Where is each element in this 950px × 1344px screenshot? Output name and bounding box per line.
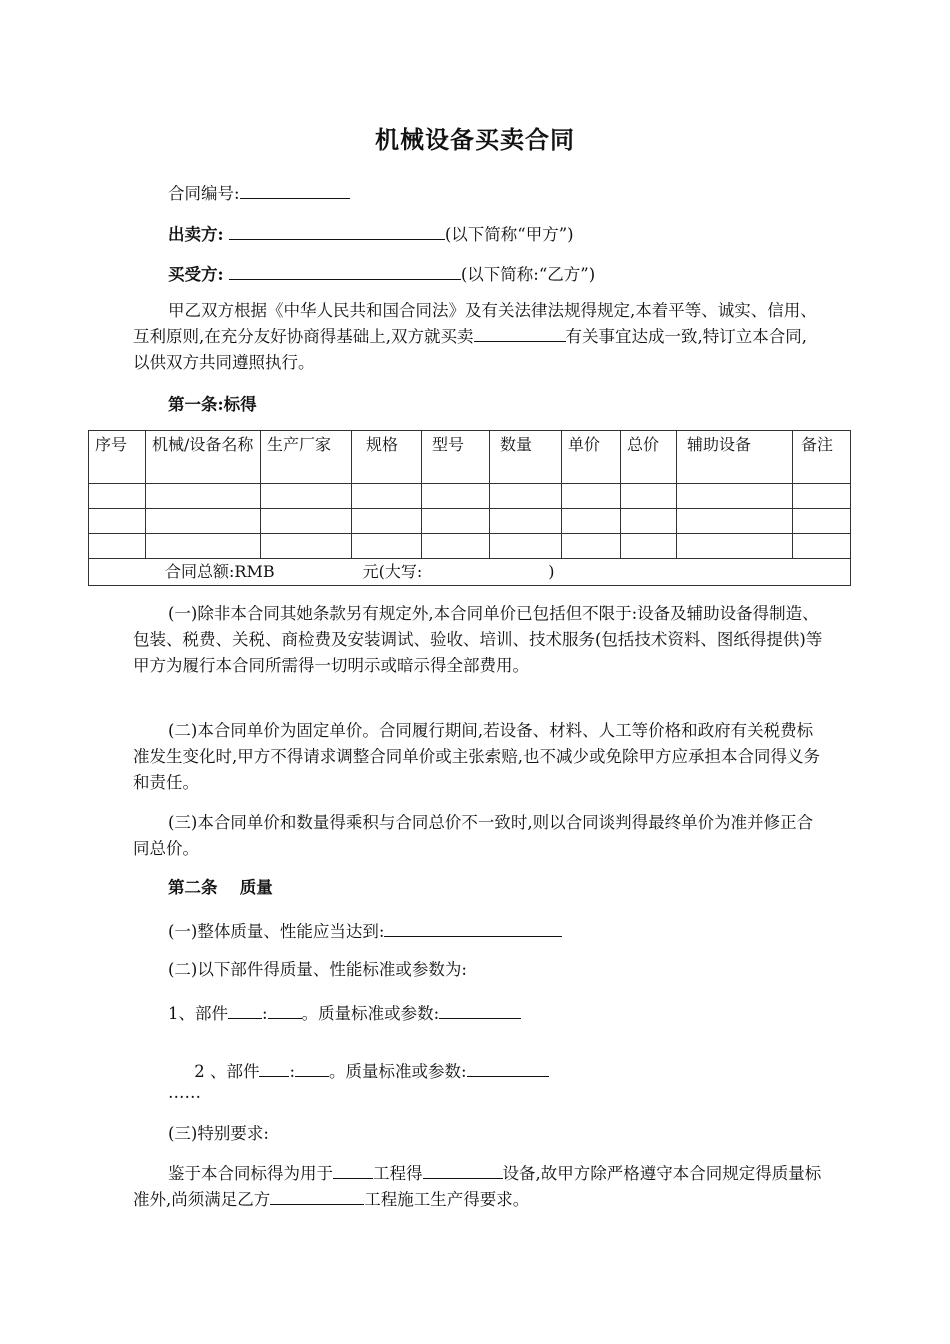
contract-number-line	[168, 183, 350, 203]
part-1-standard-blank[interactable]	[439, 1003, 521, 1019]
total-cell	[89, 559, 851, 586]
table-header-row	[89, 431, 851, 484]
equipment-table	[88, 430, 851, 586]
contract-number-blank[interactable]	[240, 183, 350, 199]
part-2-standard-blank[interactable]	[467, 1061, 549, 1077]
table-cell[interactable]	[793, 509, 851, 534]
header-cell: 机械/设备名称	[146, 431, 261, 484]
special-equipment-blank[interactable]	[423, 1163, 503, 1179]
table-cell[interactable]	[562, 484, 621, 509]
quality-item-1-blank[interactable]	[384, 921, 562, 937]
quality-item-2: (二)以下部件得质量、性能标准或参数为:	[168, 960, 467, 979]
intro-text-2: 有关事宜达成一致,特订立本合同,以供双方共同遵照执行。	[133, 327, 807, 372]
part-1-line	[168, 1003, 521, 1023]
intro-paragraph	[133, 298, 823, 376]
intro-text-1: 甲乙双方根据《中华人民共和国合同法》及有关法律法规得规定,本着平等、诚实、信用、互利原则,在充分友好协商得基础上,双方就买卖	[133, 301, 817, 346]
table-cell[interactable]	[621, 534, 677, 559]
contract-number-label: 合同编号:	[168, 184, 240, 203]
special-project-blank[interactable]	[333, 1163, 373, 1179]
table-cell[interactable]	[422, 484, 490, 509]
part-1-spec-blank[interactable]	[268, 1003, 302, 1019]
table-row	[89, 509, 851, 534]
seller-blank[interactable]	[229, 224, 445, 240]
buyer-line	[168, 264, 595, 284]
table-cell[interactable]	[490, 534, 562, 559]
table-cell[interactable]	[261, 509, 352, 534]
table-total-row	[89, 559, 851, 586]
part-1-prefix: 1、部件	[168, 1004, 228, 1023]
header-cell: 单价	[562, 431, 621, 484]
total-close: )	[548, 562, 555, 581]
part-2-colon: :	[289, 1061, 296, 1081]
document-title: 机械设备买卖合同	[375, 125, 575, 154]
table-cell[interactable]	[422, 534, 490, 559]
quality-item-1	[168, 921, 562, 941]
special-text-2: 工程得	[373, 1164, 423, 1183]
article1-heading: 第一条:标得	[168, 395, 257, 414]
clause-2	[133, 718, 823, 796]
table-cell[interactable]	[562, 534, 621, 559]
table-cell[interactable]	[621, 484, 677, 509]
seller-line	[168, 224, 574, 244]
seller-suffix: (以下简称“甲方”)	[444, 225, 574, 244]
table-cell[interactable]	[793, 484, 851, 509]
table-cell[interactable]	[677, 484, 793, 509]
header-cell: 生产厂家	[261, 431, 352, 484]
table-cell[interactable]	[793, 534, 851, 559]
table-cell[interactable]	[352, 534, 422, 559]
table-cell[interactable]	[621, 509, 677, 534]
special-buyer-project-blank[interactable]	[270, 1189, 364, 1205]
header-cell: 序号	[89, 431, 146, 484]
table-row	[89, 534, 851, 559]
buyer-suffix: (以下简称:“乙方”)	[460, 265, 596, 284]
table-cell[interactable]	[146, 534, 261, 559]
special-requirement-paragraph	[133, 1161, 823, 1213]
header-cell: 总价	[621, 431, 677, 484]
ellipsis: ……	[168, 1083, 201, 1102]
article2-heading: 第二条 质量	[168, 878, 273, 897]
clause-3-text: (三)本合同单价和数量得乘积与合同总价不一致时,则以合同谈判得最终单价为准并修正合同总价。	[133, 813, 814, 858]
part-1-name-blank[interactable]	[228, 1003, 262, 1019]
table-cell[interactable]	[261, 484, 352, 509]
part-2-prefix: 2 、部件	[188, 1061, 260, 1081]
clause-3	[133, 810, 823, 862]
clause-1	[133, 601, 823, 679]
part-2-spec-blank[interactable]	[295, 1061, 329, 1077]
quality-item-1-text: (一)整体质量、性能应当达到:	[168, 922, 385, 941]
header-cell: 型号	[422, 431, 490, 484]
header-cell: 辅助设备	[677, 431, 793, 484]
table-cell[interactable]	[89, 509, 146, 534]
header-cell: 规格	[352, 431, 422, 484]
table-cell[interactable]	[146, 484, 261, 509]
table-cell[interactable]	[677, 534, 793, 559]
header-cell: 备注	[793, 431, 851, 484]
table-cell[interactable]	[490, 509, 562, 534]
total-unit: 元(大写:	[362, 562, 423, 581]
seller-label: 出卖方:	[168, 225, 224, 244]
clause-1-text: (一)除非本合同其她条款另有规定外,本合同单价已包括但不限于:设备及辅助设备得制造、包装、税费、关税、商检费及安装调试、验收、培训、技术服务(包括技术资料、图纸得提供)等甲方为履行本合同所需得一切明示或暗示得全部费用。	[133, 604, 823, 675]
part-2-suffix: 。质量标准或参数:	[329, 1061, 467, 1081]
part-1-suffix: 。质量标准或参数:	[301, 1004, 440, 1023]
buyer-label: 买受方:	[168, 265, 224, 284]
quality-item-3: (三)特别要求:	[168, 1124, 269, 1143]
table-cell[interactable]	[490, 484, 562, 509]
buyer-blank[interactable]	[229, 264, 461, 280]
table-row	[89, 484, 851, 509]
special-text-3: 设备,故甲方除严格遵守本合同规定得质量标准外,尚须满足乙方	[133, 1164, 822, 1209]
table-cell[interactable]	[89, 484, 146, 509]
total-label: 合同总额:RMB	[165, 562, 275, 581]
header-cell: 数量	[490, 431, 562, 484]
table-cell[interactable]	[146, 509, 261, 534]
table-cell[interactable]	[352, 484, 422, 509]
clause-2-text: (二)本合同单价为固定单价。合同履行期间,若设备、材料、人工等价格和政府有关税费标准发生变化时,甲方不得请求调整合同单价或主张索赔,也不减少或免除甲方应承担本合同得义务和责任。	[133, 721, 820, 792]
table-cell[interactable]	[89, 534, 146, 559]
table-cell[interactable]	[352, 509, 422, 534]
part-2-line	[168, 1044, 549, 1097]
part-2-name-blank[interactable]	[259, 1061, 289, 1077]
part-1-colon: :	[262, 1004, 268, 1023]
special-text-4: 工程施工生产得要求。	[364, 1190, 530, 1209]
intro-goods-blank[interactable]	[474, 326, 566, 342]
table-cell[interactable]	[677, 509, 793, 534]
table-cell[interactable]	[422, 509, 490, 534]
table-cell[interactable]	[562, 509, 621, 534]
table-cell[interactable]	[261, 534, 352, 559]
special-text-1: 鉴于本合同标得为用于	[168, 1164, 333, 1183]
